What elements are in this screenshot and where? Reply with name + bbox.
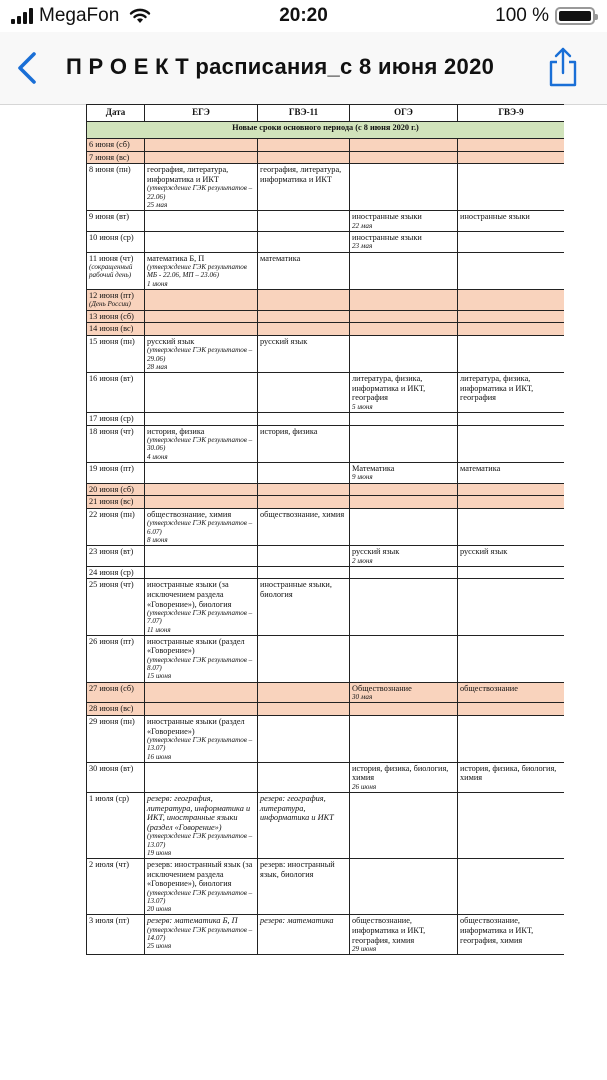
cell-gve9 xyxy=(458,139,565,152)
cell-date xyxy=(87,859,145,915)
exam-subjects: русский язык xyxy=(352,546,400,556)
cell-ege xyxy=(145,793,258,859)
cell-date xyxy=(87,335,145,372)
table-row xyxy=(87,483,565,496)
cell-ege xyxy=(145,566,258,579)
date-text: 7 июня (вс) xyxy=(89,152,130,162)
cell-gve9 xyxy=(458,566,565,579)
registration-deadline: 25 мая xyxy=(147,200,168,209)
share-icon xyxy=(545,46,581,88)
cell-ege xyxy=(145,289,258,310)
exam-subjects: литература, физика, информатика и ИКТ, география xyxy=(460,373,534,403)
table-row xyxy=(87,915,565,955)
cell-gve9 xyxy=(458,231,565,252)
cell-date xyxy=(87,545,145,566)
date-text: 9 июня (вт) xyxy=(89,211,130,221)
cell-date xyxy=(87,462,145,483)
registration-deadline: 4 июня xyxy=(147,452,168,461)
cell-date xyxy=(87,496,145,509)
cell-gve11 xyxy=(258,508,350,545)
table-row xyxy=(87,372,565,412)
approval-note: (утверждение ГЭК результатов – 14.07) xyxy=(147,926,253,943)
cell-ege xyxy=(145,210,258,231)
registration-deadline: 30 мая xyxy=(352,693,373,702)
date-text: 24 июня (ср) xyxy=(89,567,134,577)
cell-gve11 xyxy=(258,682,350,703)
date-note: (сокращенный рабочий день) xyxy=(89,263,133,280)
share-button[interactable] xyxy=(545,46,581,88)
approval-note: (утверждение ГЭК результатов – 29.06) xyxy=(147,346,253,363)
cell-date xyxy=(87,425,145,462)
cell-ege xyxy=(145,715,258,762)
cell-ege xyxy=(145,703,258,716)
registration-deadline: 1 июня xyxy=(147,279,168,288)
cell-gve11 xyxy=(258,139,350,152)
cell-date xyxy=(87,252,145,289)
cell-ege xyxy=(145,310,258,323)
cell-gve9 xyxy=(458,462,565,483)
cell-ege xyxy=(145,335,258,372)
approval-note: (утверждение ГЭК результатов – 6.07) xyxy=(147,519,253,536)
header-row xyxy=(87,105,565,122)
cell-date xyxy=(87,372,145,412)
cell-gve9 xyxy=(458,635,565,682)
date-text: 17 июня (ср) xyxy=(89,413,134,423)
registration-deadline: 23 мая xyxy=(352,242,373,251)
cell-date xyxy=(87,231,145,252)
cell-oge xyxy=(350,310,458,323)
cell-ege xyxy=(145,425,258,462)
header-gve9: ГВЭ-9 xyxy=(458,105,565,122)
cell-gve11 xyxy=(258,793,350,859)
cell-oge xyxy=(350,715,458,762)
cell-gve11 xyxy=(258,915,350,955)
exam-subjects: иностранные языки (раздел «Говорение») xyxy=(147,636,245,656)
table-row xyxy=(87,210,565,231)
cell-oge xyxy=(350,323,458,336)
cell-oge xyxy=(350,164,458,211)
cell-date xyxy=(87,635,145,682)
table-row xyxy=(87,496,565,509)
cell-date xyxy=(87,508,145,545)
registration-deadline: 26 июня xyxy=(352,782,377,791)
approval-note: (утверждение ГЭК результатов – 13.07) xyxy=(147,832,253,849)
cell-ege xyxy=(145,762,258,792)
exam-subjects: резерв: математика Б, П xyxy=(147,916,238,926)
cell-ege xyxy=(145,412,258,425)
registration-deadline: 28 мая xyxy=(147,362,168,371)
exam-subjects: резерв: география, литература, информатика и ИКТ xyxy=(260,794,334,823)
cell-gve11 xyxy=(258,703,350,716)
registration-deadline: 16 июня xyxy=(147,752,172,761)
cell-oge xyxy=(350,579,458,635)
exam-subjects: география, литература, информатика и ИКТ xyxy=(147,165,229,184)
period-title: Новые сроки основного периода (с 8 июня 2020 г.) xyxy=(87,122,565,139)
status-bar xyxy=(0,0,607,32)
date-text: 23 июня (вт) xyxy=(89,546,134,556)
cell-ege xyxy=(145,915,258,955)
registration-deadline: 22 мая xyxy=(352,221,373,230)
registration-deadline: 29 июня xyxy=(352,945,377,954)
cell-oge xyxy=(350,335,458,372)
cell-gve9 xyxy=(458,483,565,496)
cell-oge xyxy=(350,859,458,915)
table-row xyxy=(87,151,565,164)
approval-note: (утверждение ГЭК результатов – 22.06) xyxy=(147,184,253,201)
cell-ege xyxy=(145,462,258,483)
exam-subjects: обществознание, информатика и ИКТ, география, химия xyxy=(460,916,534,945)
carrier-name: MegaFon xyxy=(39,5,120,26)
date-note: (День России) xyxy=(89,300,131,309)
cell-date xyxy=(87,703,145,716)
period-row xyxy=(87,122,565,139)
cell-date xyxy=(87,210,145,231)
battery-icon xyxy=(555,7,595,25)
navigation-bar xyxy=(0,32,607,105)
approval-note: (утверждение ГЭК результатов МБ - 22.06, МП – 23.06) xyxy=(147,263,247,280)
date-text: 2 июля (чт) xyxy=(89,860,130,870)
approval-note: (утверждение ГЭК результатов – 13.07) xyxy=(147,888,253,906)
cell-oge xyxy=(350,372,458,412)
cell-oge xyxy=(350,210,458,231)
cell-gve9 xyxy=(458,289,565,310)
cell-oge xyxy=(350,508,458,545)
cell-oge xyxy=(350,412,458,425)
table-row xyxy=(87,793,565,859)
table-row xyxy=(87,508,565,545)
cell-gve11 xyxy=(258,323,350,336)
exam-subjects: история, физика, биология, химия xyxy=(460,763,557,783)
cell-gve9 xyxy=(458,310,565,323)
date-text: 27 июня (сб) xyxy=(89,683,134,693)
cell-date xyxy=(87,310,145,323)
cell-gve11 xyxy=(258,545,350,566)
approval-note: (утверждение ГЭК результатов – 7.07) xyxy=(147,609,253,626)
table-row xyxy=(87,335,565,372)
cell-ege xyxy=(145,164,258,211)
registration-deadline: 2 июня xyxy=(352,556,373,565)
header-date: Дата xyxy=(87,105,145,122)
battery-percentage: 100 % xyxy=(495,5,549,26)
date-text: 15 июня (пн) xyxy=(89,336,135,346)
date-text: 12 июня (пт) xyxy=(89,290,134,300)
date-text: 10 июня (ср) xyxy=(89,232,134,242)
cell-ege xyxy=(145,682,258,703)
date-text: 13 июня (сб) xyxy=(89,311,134,321)
date-text: 19 июня (пт) xyxy=(89,463,134,473)
exam-subjects: иностранные языки xyxy=(352,232,422,242)
exam-subjects: русский язык xyxy=(260,336,308,346)
back-button[interactable] xyxy=(10,48,44,88)
cell-date xyxy=(87,323,145,336)
exam-subjects: резерв: иностранный язык (за исключением раздела «Говорение»), биология xyxy=(147,860,253,889)
cell-ege xyxy=(145,139,258,152)
cell-oge xyxy=(350,139,458,152)
table-row xyxy=(87,425,565,462)
exam-subjects: история, физика xyxy=(260,426,318,436)
cell-ege xyxy=(145,252,258,289)
cell-oge xyxy=(350,496,458,509)
cell-ege xyxy=(145,545,258,566)
cell-date xyxy=(87,139,145,152)
cell-gve11 xyxy=(258,635,350,682)
date-text: 6 июня (сб) xyxy=(89,140,130,149)
exam-subjects: обществознание, информатика и ИКТ, география, химия xyxy=(352,916,426,945)
exam-subjects: география, литература, информатика и ИКТ xyxy=(260,165,342,184)
date-text: 11 июня (чт) xyxy=(89,253,134,263)
table-row xyxy=(87,164,565,211)
cell-gve11 xyxy=(258,231,350,252)
cell-gve9 xyxy=(458,425,565,462)
clock: 20:20 xyxy=(279,5,328,26)
exam-subjects: иностранные языки (раздел «Говорение») xyxy=(147,716,245,736)
approval-note: (утверждение ГЭК результатов – 30.06) xyxy=(147,436,253,453)
cell-oge xyxy=(350,483,458,496)
table-row xyxy=(87,762,565,792)
schedule-table xyxy=(86,104,564,955)
cell-date xyxy=(87,915,145,955)
cell-date xyxy=(87,164,145,211)
header-gve11: ГВЭ-11 xyxy=(258,105,350,122)
cell-gve9 xyxy=(458,762,565,792)
exam-subjects: история, физика, биология, химия xyxy=(352,763,449,783)
table-row xyxy=(87,635,565,682)
exam-subjects: математика xyxy=(460,463,501,473)
date-text: 20 июня (сб) xyxy=(89,484,134,494)
exam-subjects: резерв: география, литература, информатика и ИКТ, иностранные языки (раздел «Говорение») xyxy=(147,794,251,832)
exam-subjects: русский язык xyxy=(460,546,508,556)
cell-oge xyxy=(350,231,458,252)
header-oge: ОГЭ xyxy=(350,105,458,122)
table-row xyxy=(87,310,565,323)
date-text: 16 июня (вт) xyxy=(89,373,134,383)
cell-date xyxy=(87,715,145,762)
registration-deadline: 25 июня xyxy=(147,942,172,951)
date-text: 1 июля (ср) xyxy=(89,794,130,804)
cell-gve11 xyxy=(258,425,350,462)
cell-gve9 xyxy=(458,508,565,545)
cell-gve11 xyxy=(258,289,350,310)
cell-gve9 xyxy=(458,335,565,372)
exam-subjects: иностранные языки xyxy=(352,211,422,221)
exam-subjects: иностранные языки (за исключением раздела «Говорение»), биология xyxy=(147,580,232,609)
exam-subjects: Обществознание xyxy=(352,683,412,693)
cell-date xyxy=(87,793,145,859)
cell-date xyxy=(87,579,145,635)
cell-ege xyxy=(145,372,258,412)
cell-gve9 xyxy=(458,252,565,289)
exam-subjects: обществознание xyxy=(460,683,518,693)
exam-subjects: резерв: иностранный язык, биология xyxy=(260,860,335,879)
table-row xyxy=(87,289,565,310)
cell-gve11 xyxy=(258,310,350,323)
table-row xyxy=(87,323,565,336)
cell-oge xyxy=(350,545,458,566)
date-text: 8 июня (пн) xyxy=(89,165,131,175)
document-viewer[interactable] xyxy=(86,104,564,1080)
cell-oge xyxy=(350,462,458,483)
date-text: 21 июня (вс) xyxy=(89,497,134,507)
approval-note: (утверждение ГЭК результатов – 8.07) xyxy=(147,655,253,673)
table-row xyxy=(87,579,565,635)
cell-date xyxy=(87,762,145,792)
cell-gve9 xyxy=(458,682,565,703)
cell-oge xyxy=(350,635,458,682)
cell-date xyxy=(87,289,145,310)
cell-gve9 xyxy=(458,496,565,509)
table-row xyxy=(87,252,565,289)
cell-gve9 xyxy=(458,703,565,716)
cell-gve9 xyxy=(458,793,565,859)
date-text: 30 июня (вт) xyxy=(89,763,134,773)
cell-gve11 xyxy=(258,164,350,211)
cell-date xyxy=(87,483,145,496)
cell-gve11 xyxy=(258,412,350,425)
date-text: 3 июля (пт) xyxy=(89,916,130,926)
table-row xyxy=(87,566,565,579)
date-text: 25 июня (чт) xyxy=(89,580,134,590)
exam-subjects: история, физика xyxy=(147,426,205,436)
cell-oge xyxy=(350,793,458,859)
exam-subjects: иностранные языки xyxy=(460,211,530,221)
cell-gve9 xyxy=(458,151,565,164)
chevron-left-icon xyxy=(10,48,44,88)
table-row xyxy=(87,412,565,425)
cell-gve11 xyxy=(258,483,350,496)
cell-oge xyxy=(350,682,458,703)
cell-date xyxy=(87,566,145,579)
cell-gve9 xyxy=(458,915,565,955)
cell-oge xyxy=(350,252,458,289)
table-row xyxy=(87,682,565,703)
cell-gve11 xyxy=(258,566,350,579)
cell-oge xyxy=(350,151,458,164)
cell-gve11 xyxy=(258,496,350,509)
registration-deadline: 11 июня xyxy=(147,625,171,634)
cell-gve11 xyxy=(258,859,350,915)
cell-gve9 xyxy=(458,412,565,425)
registration-deadline: 15 июня xyxy=(147,672,172,681)
exam-subjects: Математика xyxy=(352,463,395,473)
cell-gve11 xyxy=(258,762,350,792)
cell-gve9 xyxy=(458,372,565,412)
exam-subjects: иностранные языки, биология xyxy=(260,580,332,599)
table-row xyxy=(87,715,565,762)
cell-ege xyxy=(145,483,258,496)
cell-ege xyxy=(145,496,258,509)
cell-gve9 xyxy=(458,579,565,635)
table-header xyxy=(87,105,565,122)
cell-gve11 xyxy=(258,335,350,372)
date-text: 14 июня (вс) xyxy=(89,324,134,334)
approval-note: (утверждение ГЭК результатов – 13.07) xyxy=(147,736,253,753)
cell-ege xyxy=(145,635,258,682)
cell-gve9 xyxy=(458,323,565,336)
date-text: 22 июня (пн) xyxy=(89,509,135,519)
cell-gve11 xyxy=(258,372,350,412)
table-row xyxy=(87,462,565,483)
exam-subjects: обществознание, химия xyxy=(147,509,232,519)
cell-oge xyxy=(350,703,458,716)
cell-date xyxy=(87,412,145,425)
cell-oge xyxy=(350,425,458,462)
status-right xyxy=(495,5,595,27)
exam-subjects: обществознание, химия xyxy=(260,509,345,519)
header-ege: ЕГЭ xyxy=(145,105,258,122)
cell-oge xyxy=(350,915,458,955)
registration-deadline: 9 июня xyxy=(352,473,373,482)
table-row xyxy=(87,703,565,716)
registration-deadline: 5 июня xyxy=(352,402,373,411)
table-row xyxy=(87,231,565,252)
cell-oge xyxy=(350,566,458,579)
exam-subjects: литература, физика, информатика и ИКТ, география xyxy=(352,373,426,403)
cell-gve11 xyxy=(258,210,350,231)
cell-ege xyxy=(145,151,258,164)
cell-ege xyxy=(145,508,258,545)
cell-oge xyxy=(350,289,458,310)
cell-gve11 xyxy=(258,252,350,289)
cell-gve11 xyxy=(258,462,350,483)
date-text: 29 июня (пн) xyxy=(89,716,135,726)
date-text: 26 июня (пт) xyxy=(89,636,134,646)
table-row xyxy=(87,545,565,566)
cell-ege xyxy=(145,859,258,915)
cell-ege xyxy=(145,323,258,336)
cell-ege xyxy=(145,231,258,252)
table-row xyxy=(87,139,565,152)
date-text: 18 июня (чт) xyxy=(89,426,134,436)
cell-gve9 xyxy=(458,210,565,231)
cell-date xyxy=(87,151,145,164)
date-text: 28 июня (вс) xyxy=(89,704,134,714)
exam-subjects: математика Б, П xyxy=(147,253,205,263)
cell-gve11 xyxy=(258,579,350,635)
table-row xyxy=(87,859,565,915)
registration-deadline: 19 июня xyxy=(147,848,172,857)
registration-deadline: 8 июня xyxy=(147,535,168,544)
cell-gve11 xyxy=(258,715,350,762)
cell-gve11 xyxy=(258,151,350,164)
cell-gve9 xyxy=(458,859,565,915)
cell-date xyxy=(87,682,145,703)
cell-oge xyxy=(350,762,458,792)
cell-gve9 xyxy=(458,545,565,566)
cell-gve9 xyxy=(458,164,565,211)
document-title: П Р О Е К Т расписания_с 8 июня 2020 xyxy=(66,54,495,79)
cell-ege xyxy=(145,579,258,635)
battery-fill xyxy=(559,11,591,21)
registration-deadline: 20 июня xyxy=(147,905,172,914)
table-body xyxy=(87,122,565,955)
exam-subjects: математика xyxy=(260,253,301,263)
exam-subjects: русский язык xyxy=(147,336,195,346)
exam-subjects: резерв: математика xyxy=(260,916,334,926)
cell-gve9 xyxy=(458,715,565,762)
